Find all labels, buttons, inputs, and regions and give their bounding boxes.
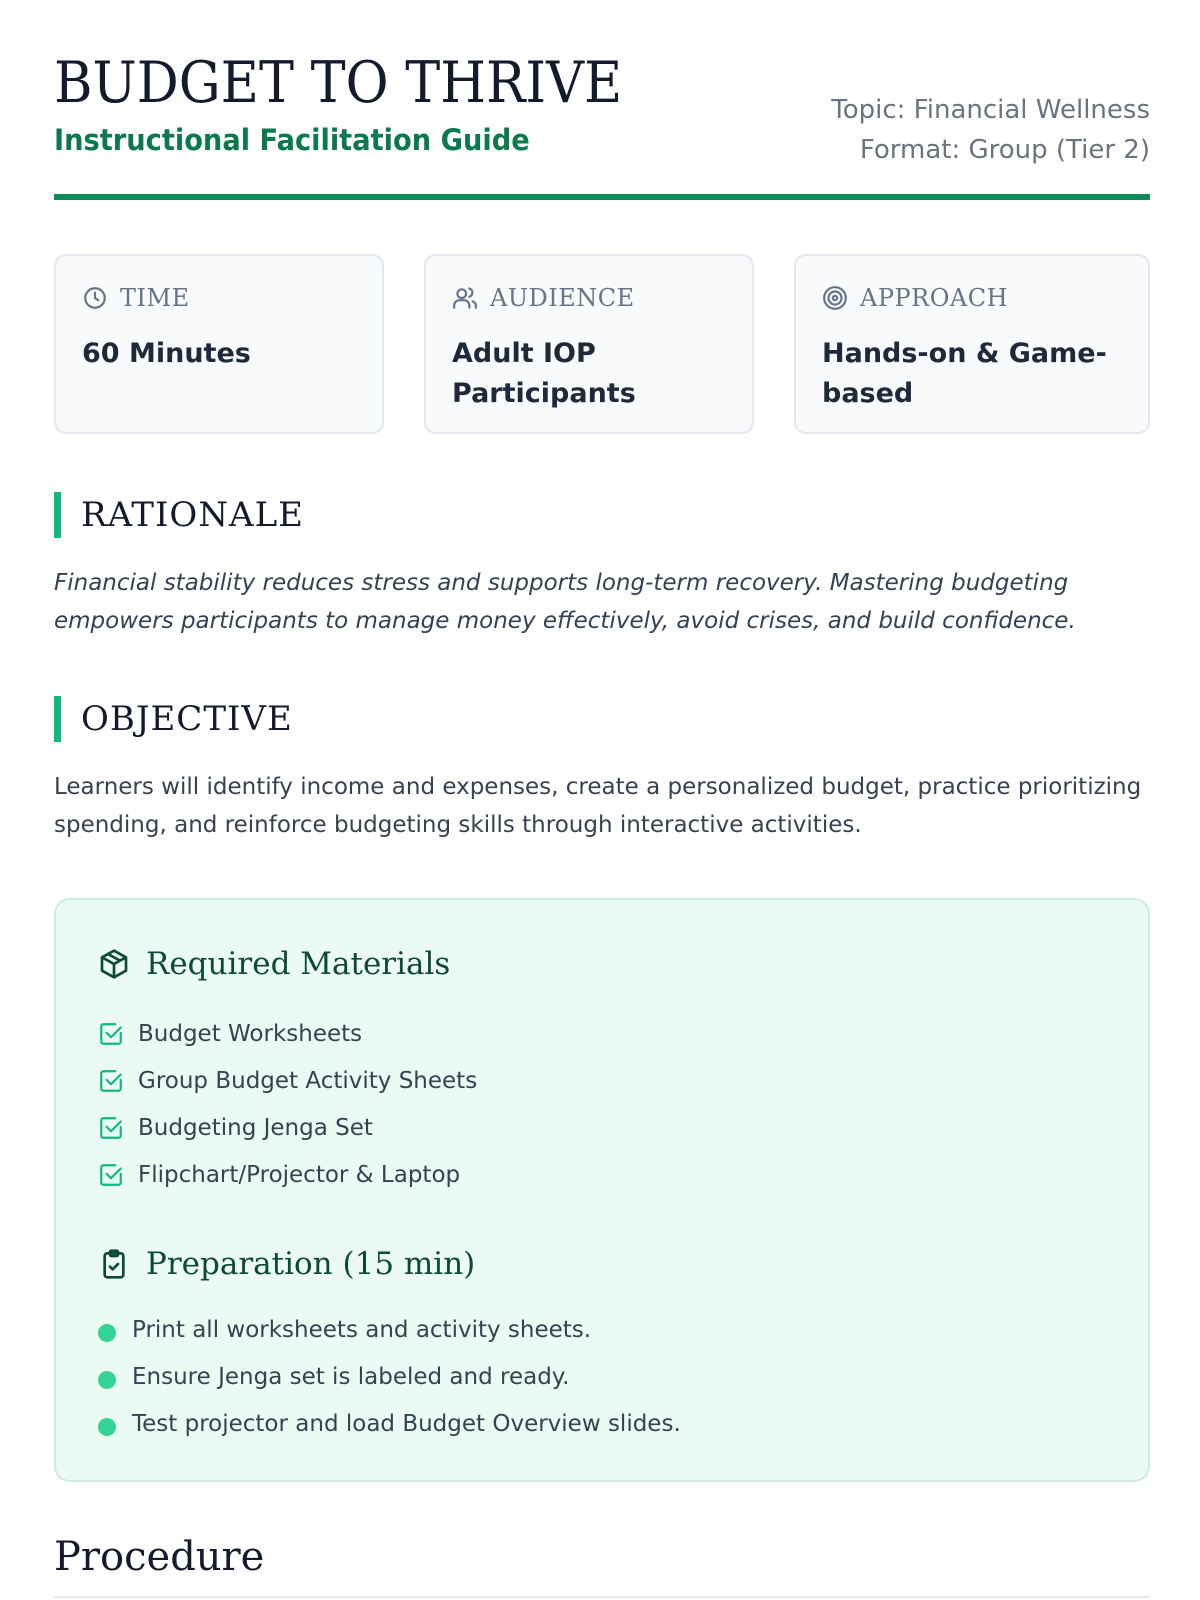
list-item: [98, 1306, 681, 1353]
bullet-dot: [98, 1324, 116, 1342]
header: [54, 50, 1150, 165]
package-icon: [98, 948, 130, 980]
rationale-text: Financial stability reduces stress and supports long-term recovery. Mastering budgeting empowers participants to manage money effectively, avoid crises, and build confidence.: [54, 570, 1076, 634]
box-title: Preparation (15 min): [146, 1246, 476, 1282]
list-item: [98, 1353, 681, 1400]
section-accent-bar: [54, 696, 61, 742]
card-value: Adult IOP Participants: [452, 338, 636, 409]
objective-heading: [54, 696, 293, 742]
checkbox-icon: [98, 1068, 124, 1094]
materials-heading: [98, 946, 450, 982]
list-item: [98, 1010, 477, 1057]
card-label: TIME: [120, 284, 190, 312]
topic-text: Topic: Financial Wellness: [831, 95, 1150, 125]
procedure-divider: [54, 1596, 1150, 1598]
preparation-heading: [98, 1246, 475, 1282]
clock-icon: [82, 285, 108, 311]
section-title: RATIONALE: [81, 495, 304, 535]
list-item-text: Budget Worksheets: [138, 1020, 363, 1047]
info-cards: [54, 254, 1150, 438]
list-item-text: Flipchart/Projector & Laptop: [138, 1161, 461, 1188]
card-approach: [794, 254, 1150, 434]
list-item: [98, 1151, 477, 1198]
format-text: Format: Group (Tier 2): [859, 135, 1150, 165]
checkbox-icon: [98, 1162, 124, 1188]
users-icon: [452, 285, 478, 311]
box-title: Required Materials: [146, 946, 451, 982]
list-item-text: Budgeting Jenga Set: [138, 1114, 373, 1141]
list-item: [98, 1057, 477, 1104]
list-item: [98, 1104, 477, 1151]
section-title: OBJECTIVE: [81, 699, 293, 739]
objective-text: Learners will identify income and expenses, create a personalized budget, practice prioritizing spending, and reinforce budgeting skills through interactive activities.: [54, 774, 1142, 838]
page-subtitle: Instructional Facilitation Guide: [54, 122, 530, 157]
checkbox-icon: [98, 1021, 124, 1047]
list-item-text: Test projector and load Budget Overview slides.: [132, 1410, 681, 1437]
materials-list: [98, 1010, 477, 1198]
section-accent-bar: [54, 492, 61, 538]
list-item: [98, 1400, 681, 1447]
target-icon: [822, 285, 848, 311]
clipboard-check-icon: [98, 1248, 130, 1280]
list-item-text: Print all worksheets and activity sheets.: [132, 1316, 592, 1343]
checkbox-icon: [98, 1115, 124, 1141]
card-value: Hands-on & Game-based: [822, 338, 1107, 409]
materials-box: [54, 898, 1150, 1482]
rationale-heading: [54, 492, 304, 538]
list-item-text: Group Budget Activity Sheets: [138, 1067, 478, 1094]
bullet-dot: [98, 1371, 116, 1389]
card-label: APPROACH: [860, 284, 1008, 312]
list-item-text: Ensure Jenga set is labeled and ready.: [132, 1363, 570, 1390]
bullet-dot: [98, 1418, 116, 1436]
procedure-heading: Procedure: [54, 1534, 265, 1580]
preparation-list: [98, 1306, 681, 1447]
card-audience: [424, 254, 754, 434]
header-meta: [831, 90, 1150, 170]
card-label: AUDIENCE: [490, 284, 635, 312]
header-divider: [54, 194, 1150, 200]
card-value: 60 Minutes: [82, 338, 251, 369]
page-title: BUDGET TO THRIVE: [54, 50, 623, 116]
card-time: [54, 254, 384, 434]
